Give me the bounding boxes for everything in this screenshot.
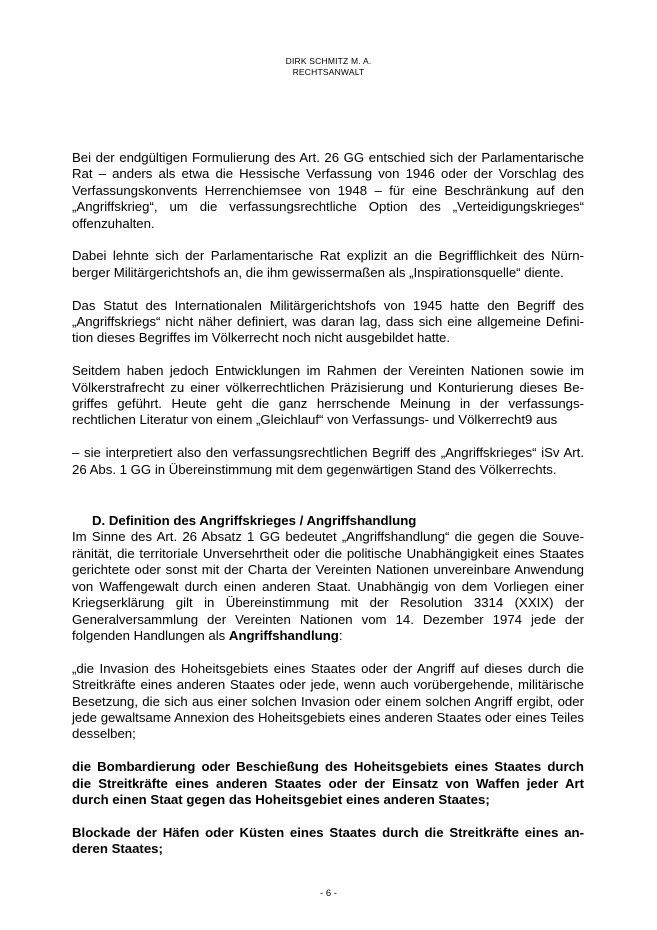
section-intro-end: : xyxy=(338,627,343,643)
document-body xyxy=(72,150,584,858)
section-heading: D. Definition des Angriffskrieges / Angriffshandlung xyxy=(92,513,417,529)
section-intro-bold: Angriffshandlung xyxy=(228,627,339,643)
letterhead xyxy=(0,56,657,78)
bold-item-2: Blockade der Häfen oder Küsten eines Staates durch die Streitkräfte eines anderen Staates; xyxy=(72,824,584,857)
quote-paragraph: „die Invasion des Hoheitsgebiets eines Staates oder der Angriff auf dieses durch die Streitkräfte eines anderen Staates oder jede, wenn auch vorübergehende, militärische Besetzung, die sich aus einer solchen Invasion oder einem solchen Angriff ergibt, oder jede gewaltsame Annexion des Hoheitsgebiets eines anderen Staates oder eines Teiles desselben; xyxy=(72,660,584,742)
page-number: - 6 - xyxy=(320,888,337,899)
section-intro xyxy=(72,529,584,644)
section-intro-text: Im Sinne des Art. 26 Absatz 1 GG bedeutet „Angriffshandlung“ die gegen die Souveränität, die territoriale Unversehrtheit oder die politische Unabhängigkeit eines Staates gerichtete oder sonst mit der Charta der Vereinten Nationen unvereinbare Anwendung von Waffengewalt durch einen anderen Staat. Unabhängig von dem Vorliegen einer Kriegserklärung gilt in Übereinstimmung mit der Resolution 3314 (XXIX) der Generalversammlung der Vereinten Nationen vom 14. Dezember 1974 jede der folgenden Handlungen als xyxy=(72,529,584,643)
bold-item-1: die Bombardierung oder Beschießung des Hoheitsgebiets eines Staates durch die Streitkräfte eines anderen Staates oder der Einsatz von Waffen jeder Art durch einen Staat gegen das Hoheitsgebiet eines anderen Staates; xyxy=(72,759,584,807)
author-title: RECHTSANWALT xyxy=(292,67,365,77)
paragraph-5: – sie interpretiert also den verfassungsrechtlichen Begriff des „Angriffskrieges“ iSv Art. 26 Abs. 1 GG in Übereinstimmung mit dem gegenwärtigen Stand des Völkerrechts. xyxy=(72,445,584,477)
paragraph-3: Das Statut des Internationalen Militärgerichtshofs von 1945 hatte den Begriff des „Angriffskriegs“ nicht näher definiert, was daran lag, dass sich eine allgemeine Definition dieses Begriffes im Völkerrecht noch nicht ausgebildet hatte. xyxy=(72,297,584,346)
paragraph-4: Seitdem haben jedoch Entwicklungen im Rahmen der Vereinten Nationen sowie im Völkerstrafrecht zu einer völkerrechtlichen Präzisierung und Konturierung dieses Begriffes geführt. Heute geht die ganz herrschende Meinung in der verfassungsrechtlichen Literatur von einem „Gleichlauf“ von Verfassungs- und Völkerrecht9 aus xyxy=(72,363,584,428)
author-name: DIRK SCHMITZ M. A. xyxy=(285,56,372,66)
paragraph-1: Bei der endgültigen Formulierung des Art. 26 GG entschied sich der Parlamentarische Rat – anders als etwa die Hessische Verfassung von 1946 oder der Vorschlag des Verfassungskonvents Herrenchiemsee von 1948 – für eine Beschränkung auf den „Angriffskrieg“, um die verfassungsrechtliche Option des „Verteidigungskrieges“ offenzuhalten. xyxy=(72,150,584,231)
paragraph-2: Dabei lehnte sich der Parlamentarische Rat explizit an die Begrifflichkeit des Nürnberger Militärgerichtshofs an, die ihm gewissermaßen als „Inspirationsquelle“ diente. xyxy=(72,248,584,280)
